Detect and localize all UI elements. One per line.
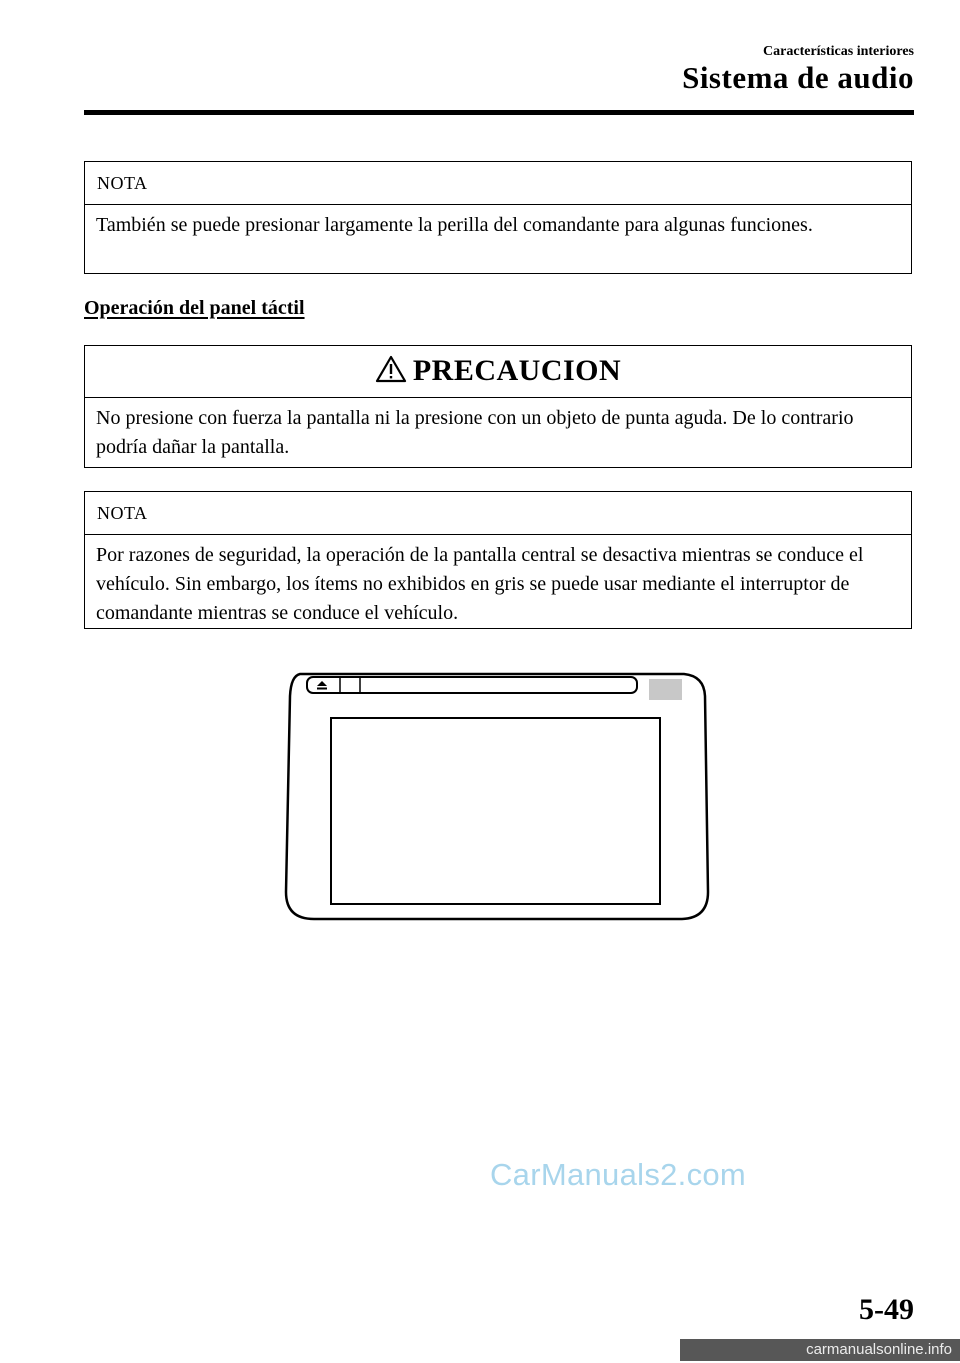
note-label: NOTA [85,162,911,205]
gray-panel [649,679,682,700]
display-screen [331,718,660,904]
caution-text: No presione con fuerza la pantalla ni la presione con un objeto de punta aguda. De lo contrario podría dañar la pantalla. [96,407,854,458]
page-number: 5-49 [859,1293,914,1326]
note-box-2 [84,491,912,629]
note-text: También se puede presionar largamente la perilla del comandante para algunas funciones. [96,214,813,236]
section-header: Características interiores [763,44,914,59]
caution-header [85,346,911,398]
footer-site-label: carmanualsonline.info [680,1339,960,1361]
note-box [84,161,912,274]
header-rule [84,110,914,115]
watermark: CarManuals2.com [490,1157,747,1192]
note-text-2: Por razones de seguridad, la operación de la pantalla central se desactiva mientras se conduce el vehículo. Sin embargo, los ítems no exhibidos en gris se puede usar mediante el interruptor de comandante mientras se conduce el vehículo. [96,544,864,624]
disc-slot [307,677,637,693]
page-title: Sistema de audio [682,60,914,95]
center-display-illustration [280,668,715,931]
section-subheading: Operación del panel táctil [84,297,305,319]
caution-label: PRECAUCION [412,354,622,387]
note-label-2: NOTA [85,492,911,535]
caution-box [84,345,912,468]
warning-triangle-icon [375,355,407,383]
